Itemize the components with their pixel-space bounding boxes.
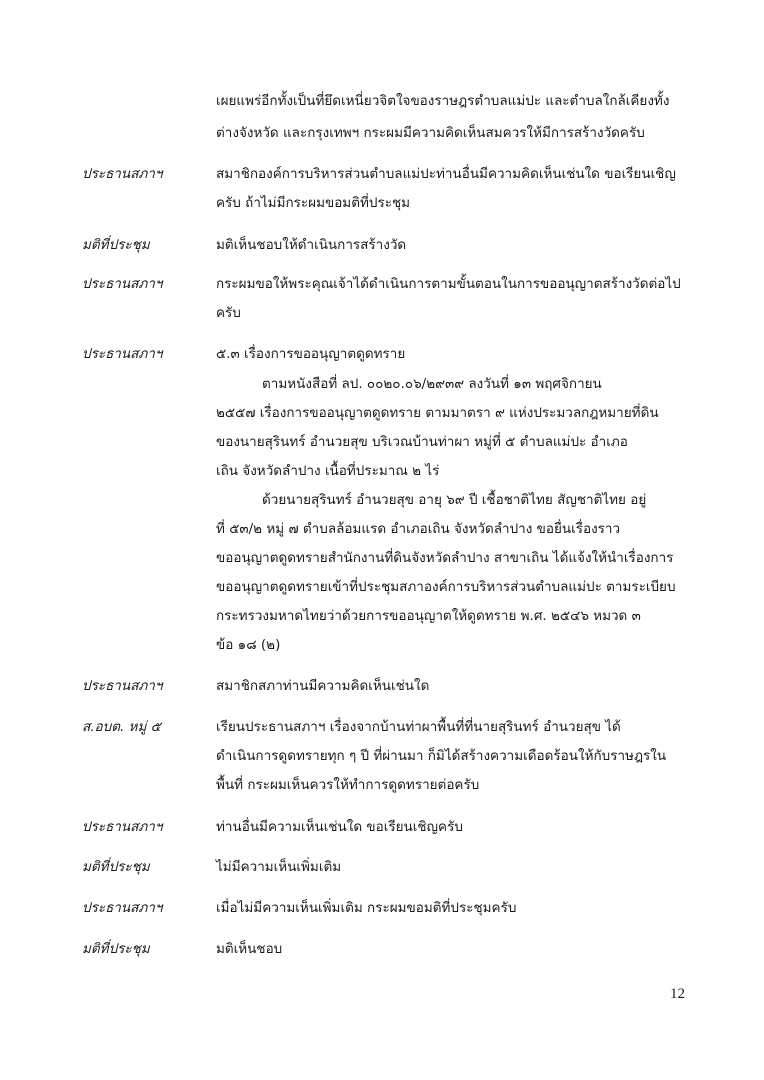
page-number: 12 <box>670 986 685 1002</box>
speaker-label: ประธานสภาฯ <box>82 900 163 916</box>
entry-text-line: กระผมขอให้พระคุณเจ้าได้ดำเนินการตามขั้นตอนในการขออนุญาตสร้างวัดต่อไป <box>216 276 681 292</box>
entry-text-line: สมาชิกองค์การบริหารส่วนตำบลแม่ปะท่านอื่นมีความคิดเห็นเช่นใด ขอเรียนเชิญ <box>216 166 676 182</box>
resolution-label: มติที่ประชุม <box>82 941 150 957</box>
agenda-heading: ๕.๓ เรื่องการขออนุญาตดูดทราย <box>216 346 406 362</box>
resolution-label: มติที่ประชุม <box>82 859 150 875</box>
entry-text-line: ตามหนังสือที่ ลป. ๐๐๒๐.๐๖/๒๙๓๙ ลงวันที่ ๑๓ พฤศจิกายน <box>262 376 602 392</box>
resolution-label: มติที่ประชุม <box>82 237 150 253</box>
entry-text-line: ไม่มีความเห็นเพิ่มเติม <box>216 859 342 875</box>
entry-text-line: สมาชิกสภาท่านมีความคิดเห็นเช่นใด <box>216 678 430 694</box>
intro-line: ต่างจังหวัด และกรุงเทพฯ กระผมมีความคิดเห็นสมควรให้มีการสร้างวัดครับ <box>216 125 645 141</box>
entry-text-line: กระทรวงมหาดไทยว่าด้วยการขออนุญาตให้ดูดทราย พ.ศ. ๒๕๔๖ หมวด ๓ <box>216 608 641 624</box>
entry-text-line: เถิน จังหวัดลำปาง เนื้อที่ประมาณ ๒ ไร่ <box>216 463 440 479</box>
entry-text-line: พื้นที่ กระผมเห็นควรให้ทำการดูดทรายต่อครับ <box>216 777 480 793</box>
entry-text-line: ครับ ถ้าไม่มีกระผมขอมติที่ประชุม <box>216 195 411 211</box>
speaker-label: ส.อบต. หมู่ ๕ <box>82 719 161 735</box>
entry-text-line: ข้อ ๑๘ (๒) <box>216 637 281 653</box>
entry-text-line: ท่านอื่นมีความเห็นเช่นใด ขอเรียนเชิญครับ <box>216 819 463 835</box>
entry-text-line: ครับ <box>216 305 241 321</box>
speaker-label: ประธานสภาฯ <box>82 166 163 182</box>
entry-text-line: มติเห็นชอบ <box>216 941 283 957</box>
entry-text-line: ขออนุญาตดูดทรายสำนักงานที่ดินจังหวัดลำปาง สาขาเถิน ได้แจ้งให้นำเรื่องการ <box>216 550 674 566</box>
speaker-label: ประธานสภาฯ <box>82 678 163 694</box>
speaker-label: ประธานสภาฯ <box>82 819 163 835</box>
intro-line: เผยแพร่อีกทั้งเป็นที่ยึดเหนี่ยวจิตใจของราษฎรตำบลแม่ปะ และตำบลใกล้เคียงทั้ง <box>216 93 670 109</box>
entry-text-line: ดำเนินการดูดทรายทุก ๆ ปี ที่ผ่านมา ก็มิได้สร้างความเดือดร้อนให้กับราษฎรใน <box>216 748 667 764</box>
entry-text-line: ของนายสุรินทร์ อำนวยสุข บริเวณบ้านท่าผา หมู่ที่ ๕ ตำบลแม่ปะ อำเภอ <box>216 434 628 450</box>
speaker-label: ประธานสภาฯ <box>82 346 163 362</box>
entry-text-line: มติเห็นชอบให้ดำเนินการสร้างวัด <box>216 237 407 253</box>
entry-text-line: เมื่อไม่มีความเห็นเพิ่มเติม กระผมขอมติที่ประชุมครับ <box>216 900 517 916</box>
entry-text-line: ที่ ๕๓/๒ หมู่ ๗ ตำบลล้อมแรด อำเภอเถิน จังหวัดลำปาง ขอยื่นเรื่องราว <box>216 521 621 537</box>
entry-text-line: ด้วยนายสุรินทร์ อำนวยสุข อายุ ๖๙ ปี เชื้อชาติไทย สัญชาติไทย อยู่ <box>262 492 647 508</box>
speaker-label: ประธานสภาฯ <box>82 276 163 292</box>
entry-text-line: เรียนประธานสภาฯ เรื่องจากบ้านท่าผาพื้นที่ที่นายสุรินทร์ อำนวยสุข ได้ <box>216 719 621 735</box>
entry-text-line: ๒๕๕๗ เรื่องการขออนุญาตดูดทราย ตามมาตรา ๙ แห่งประมวลกฎหมายที่ดิน <box>216 405 659 421</box>
entry-text-line: ขออนุญาตดูดทรายเข้าที่ประชุมสภาองค์การบริหารส่วนตำบลแม่ปะ ตามระเบียบ <box>216 579 676 595</box>
